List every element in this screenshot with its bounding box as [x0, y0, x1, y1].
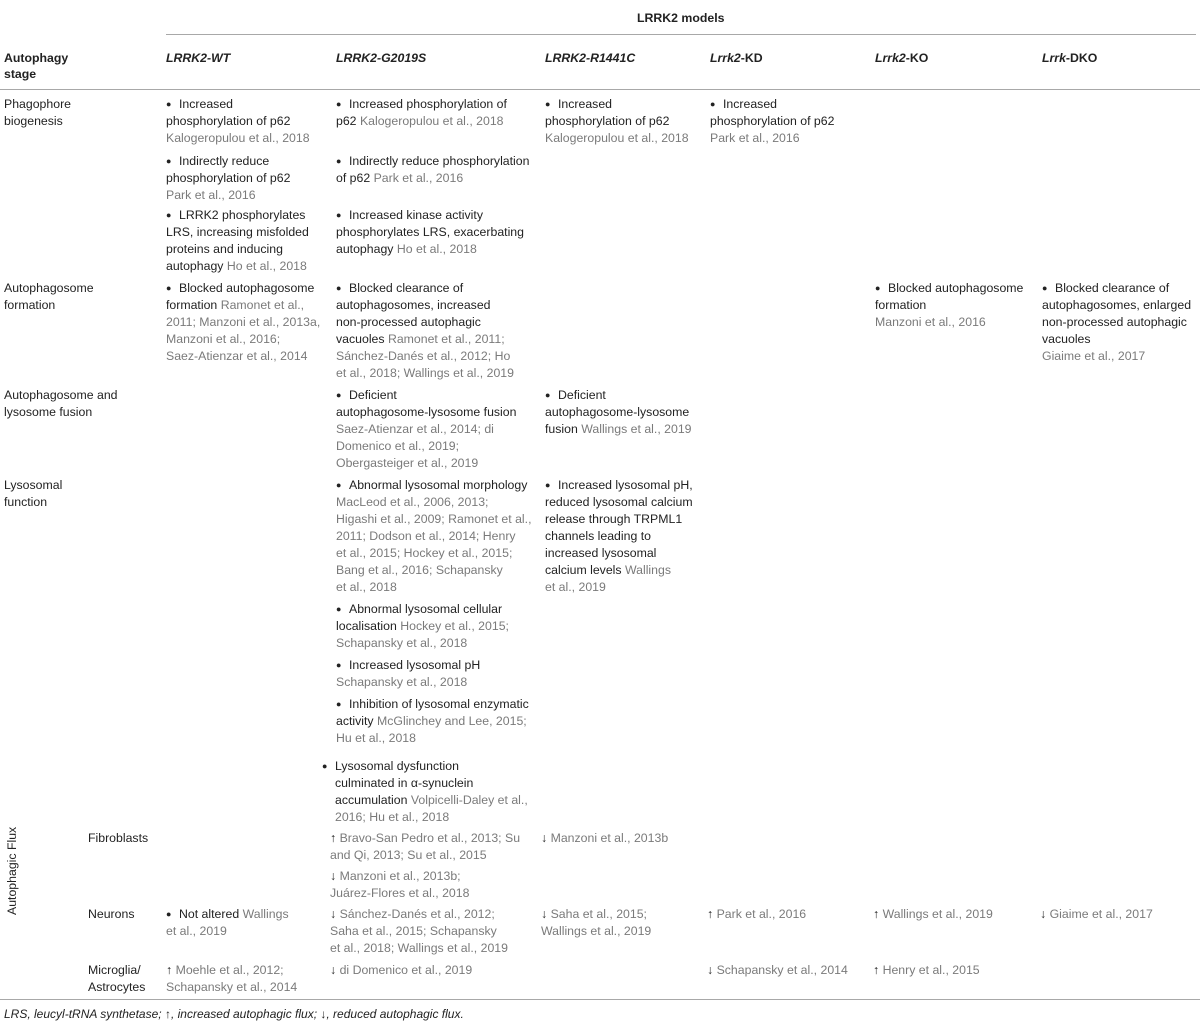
bullet-icon: ● — [336, 283, 342, 293]
cell-ly-g-3: ● Increased lysosomal pH Schapansky et al., 2018 — [336, 658, 481, 689]
col-header-ko: Lrrk2-KO — [875, 51, 929, 65]
cell-fo-dko-1: ● Blocked clearance of autophagosomes, enlarged non-processed autophagic vacuoles Giaime et al., 2017 — [1042, 281, 1192, 363]
super-header: LRRK2 models — [637, 11, 725, 25]
arrow-up-icon: ↑ — [166, 963, 173, 977]
cell-fo-g-1: ● Blocked clearance of autophagosomes, increased non-processed autophagic vacuoles Ramonet et al., 2011; Sánchez-Danés et al., 2012; Ho et al., 2018; Wallings et al., 2019 — [336, 281, 514, 380]
bullet-icon: ● — [336, 480, 342, 490]
bullet-icon: ● — [545, 480, 551, 490]
cell-ly-g-5: ● Lysosomal dysfunction culminated in α-synuclein accumulation Volpicelli-Daley et al., 2016; Hu et al., 2018 — [322, 759, 528, 824]
substage-neurons: Neurons — [88, 907, 135, 921]
header-rule — [0, 89, 1200, 90]
cell-ph-wt-2: ● Indirectly reduce phosphorylation of p62 Park et al., 2016 — [166, 154, 291, 202]
cell-neu-r-down: ↓ Saha et al., 2015; Wallings et al., 2019 — [541, 907, 652, 938]
bullet-icon: ● — [545, 99, 551, 109]
arrow-up-icon: ↑ — [873, 963, 880, 977]
bullet-icon: ● — [336, 210, 342, 220]
stage-header-line1: Autophagy — [4, 51, 69, 65]
bullet-icon: ● — [166, 283, 172, 293]
cell-ph-g-1: ● Increased phosphorylation of p62 Kalogeropulou et al., 2018 — [336, 97, 507, 128]
table-bottom-rule — [0, 999, 1200, 1000]
cell-ly-g-1: ● Abnormal lysosomal morphology MacLeod et al., 2006, 2013; Higashi et al., 2009; Ramonet et al., 2011; Dodson et al., 2014; Henry et al., 2015; Hockey et al., 2015; Bang et al., 2016; Schapansky et al., 2018 — [336, 478, 532, 594]
arrow-down-icon: ↓ — [330, 907, 337, 921]
bullet-icon: ● — [545, 390, 551, 400]
cell-ph-kd-1: ● Increased phosphorylation of p62 Park et al., 2016 — [710, 97, 835, 145]
cell-ph-r-1: ● Increased phosphorylation of p62 Kalogeropulou et al., 2018 — [545, 97, 689, 145]
cell-ph-g-2: ● Indirectly reduce phosphorylation of p62 Park et al., 2016 — [336, 154, 530, 185]
bullet-icon: ● — [875, 283, 881, 293]
cell-mic-g-down: ↓ di Domenico et al., 2019 — [330, 963, 473, 977]
cell-ph-g-3: ● Increased kinase activity phosphorylates LRS, exacerbating autophagy Ho et al., 2018 — [336, 208, 524, 256]
bullet-icon: ● — [166, 156, 172, 166]
cell-neu-wt: ● Not altered Wallings et al., 2019 — [166, 907, 289, 938]
arrow-down-icon: ↓ — [707, 963, 714, 977]
bullet-icon: ● — [166, 99, 172, 109]
cell-neu-g-down: ↓ Sánchez-Danés et al., 2012; Saha et al., 2015; Schapansky et al., 2018; Wallings et al., 2019 — [330, 907, 508, 955]
bullet-icon: ● — [322, 761, 328, 771]
cell-fo-ko-1: ● Blocked autophagosome formation Manzoni et al., 2016 — [875, 281, 1024, 329]
cell-ly-g-2: ● Abnormal lysosomal cellular localisation Hockey et al., 2015; Schapansky et al., 2018 — [336, 602, 509, 650]
bullet-icon: ● — [1042, 283, 1048, 293]
stage-lysosomal: Lysosomal function — [4, 478, 63, 509]
cell-fu-r-1: ● Deficient autophagosome-lysosome fusion Wallings et al., 2019 — [545, 388, 692, 436]
arrow-down-icon: ↓ — [541, 831, 548, 845]
bullet-icon: ● — [336, 660, 342, 670]
arrow-up-icon: ↑ — [873, 907, 880, 921]
cell-ly-r-1: ● Increased lysosomal pH, reduced lysosomal calcium release through TRPML1 channels leading to increased lysosomal calcium levels Wallings et al., 2019 — [545, 478, 693, 594]
arrow-down-icon: ↓ — [541, 907, 548, 921]
stage-phagophore: Phagophore biogenesis — [4, 97, 72, 128]
cell-mic-wt-up: ↑ Moehle et al., 2012; Schapansky et al., 2014 — [166, 963, 298, 994]
bullet-icon: ● — [166, 210, 172, 220]
bullet-icon: ● — [166, 909, 172, 919]
stage-formation: Autophagosome formation — [4, 281, 94, 312]
col-header-r1441c: LRRK2-R1441C — [545, 51, 636, 65]
substage-fibroblasts: Fibroblasts — [88, 831, 149, 845]
arrow-down-icon: ↓ — [330, 869, 337, 883]
col-header-g2019s: LRRK2-G2019S — [336, 51, 427, 65]
cell-fo-wt-1: ● Blocked autophagosome formation Ramonet et al., 2011; Manzoni et al., 2013a, Manzoni et al., 2016; Saez-Atienzar et al., 2014 — [166, 281, 321, 363]
bullet-icon: ● — [336, 390, 342, 400]
cell-ly-g-4: ● Inhibition of lysosomal enzymatic activity McGlinchey and Lee, 2015; Hu et al., 2018 — [336, 697, 529, 745]
super-header-rule — [166, 34, 1196, 35]
cell-mic-kd-down: ↓ Schapansky et al., 2014 — [707, 963, 848, 977]
cell-fib-r-down: ↓ Manzoni et al., 2013b — [541, 831, 669, 845]
bullet-icon: ● — [336, 156, 342, 166]
cell-fu-g-1: ● Deficient autophagosome-lysosome fusion Saez-Atienzar et al., 2014; di Domenico et al., 2019; Obergasteiger et al., 2019 — [336, 388, 517, 470]
cell-fib-g-down: ↓ Manzoni et al., 2013b; Juárez-Flores et al., 2018 — [330, 869, 470, 900]
cell-neu-ko-up: ↑ Wallings et al., 2019 — [873, 907, 993, 921]
bullet-icon: ● — [336, 99, 342, 109]
col-header-wt: LRRK2-WT — [166, 51, 231, 65]
stage-flux: Autophagic Flux — [5, 826, 19, 915]
cell-ph-wt-3: ● LRRK2 phosphorylates LRS, increasing misfolded proteins and inducing autophagy Ho et al., 2018 — [166, 208, 309, 273]
cell-neu-kd-up: ↑ Park et al., 2016 — [707, 907, 807, 921]
arrow-down-icon: ↓ — [1040, 907, 1047, 921]
stage-header-line2: stage — [4, 67, 37, 81]
table-footnote: LRS, leucyl-tRNA synthetase; ↑, increased autophagic flux; ↓, reduced autophagic flux. — [4, 1007, 464, 1021]
substage-microglia: Microglia/ Astrocytes — [88, 963, 146, 994]
stage-fusion: Autophagosome and lysosome fusion — [4, 388, 118, 419]
bullet-icon: ● — [336, 604, 342, 614]
bullet-icon: ● — [710, 99, 716, 109]
arrow-up-icon: ↑ — [330, 831, 337, 845]
cell-fib-g-up: ↑ Bravo-San Pedro et al., 2013; Su and Qi, 2013; Su et al., 2015 — [330, 831, 521, 862]
cell-mic-ko-up: ↑ Henry et al., 2015 — [873, 963, 980, 977]
arrow-up-icon: ↑ — [707, 907, 714, 921]
cell-ph-wt-1: ● Increased phosphorylation of p62 Kalogeropulou et al., 2018 — [166, 97, 310, 145]
bullet-icon: ● — [336, 699, 342, 709]
col-header-kd: Lrrk2-KD — [710, 51, 763, 65]
arrow-down-icon: ↓ — [330, 963, 337, 977]
col-header-dko: Lrrk-DKO — [1042, 51, 1098, 65]
cell-neu-dko-down: ↓ Giaime et al., 2017 — [1040, 907, 1153, 921]
